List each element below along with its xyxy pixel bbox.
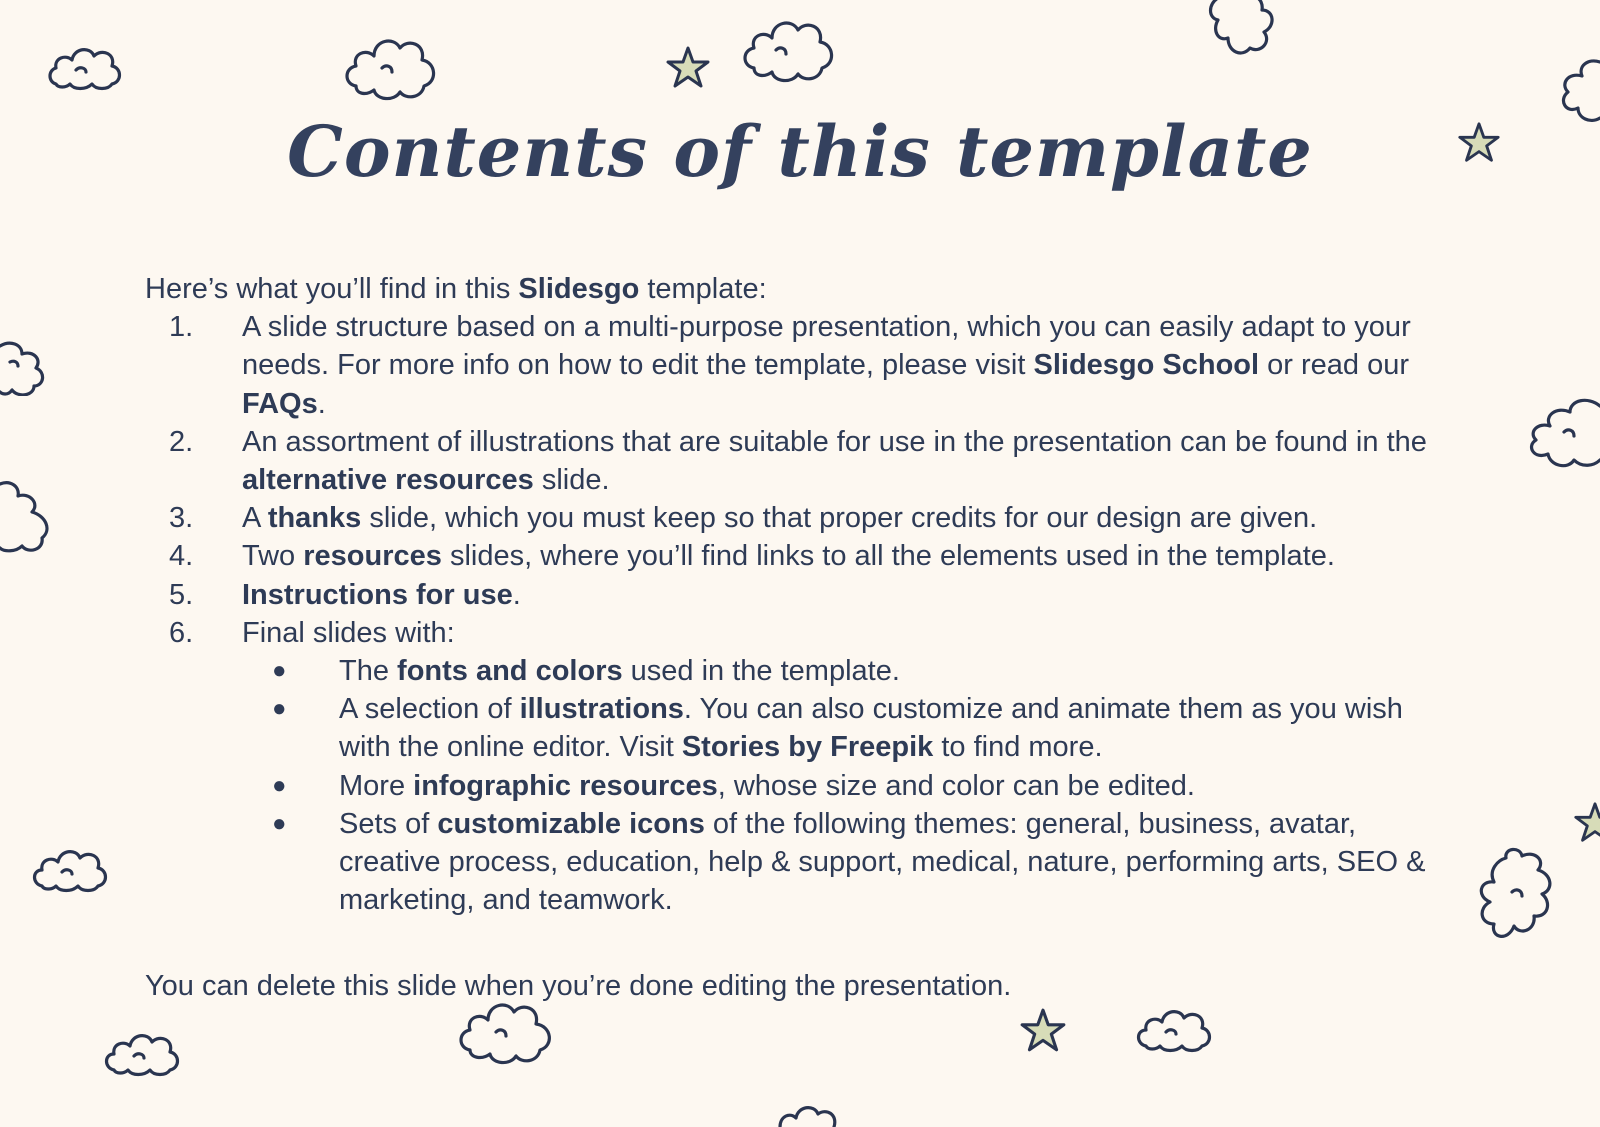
list-bold-text: Instructions for use (242, 578, 513, 611)
bullet-text: Sets of (339, 807, 438, 840)
list-number: 3. (169, 502, 194, 535)
list-item-2 (145, 423, 1445, 499)
bullet-text: used in the template. (622, 655, 900, 688)
star-icon (1572, 800, 1600, 846)
list-text: An assortment of illustrations that are suitable for use in the presentation can be found in the (242, 425, 1427, 458)
bullet-dot-icon: ● (272, 695, 287, 723)
stories-by-freepik-text: Stories by Freepik (681, 731, 934, 764)
outro-text: You can delete this slide when you’re done editing the presentation. (145, 970, 1012, 1002)
bullet-bold-text: fonts and colors (397, 655, 623, 688)
list-item-3 (145, 499, 1445, 537)
bullet-dot-icon: ● (272, 657, 287, 685)
list-text: A slide structure based on a multi-purpose presentation, which you can easily adapt to your needs. For more info on how to edit the template, please visit (242, 311, 1411, 382)
list-bold-text: thanks (267, 502, 362, 535)
list-text: or read our (1259, 349, 1409, 382)
list-item-6 (145, 614, 1445, 920)
intro-text-part: template: (639, 273, 767, 305)
intro-text (145, 270, 1445, 308)
bullet-text: to find more. (933, 731, 1103, 764)
cloud-icon (46, 40, 126, 92)
numbered-list (145, 308, 1445, 919)
bullet-item-fonts (242, 652, 1445, 690)
cloud-icon (1504, 396, 1600, 472)
cloud-icon (776, 1092, 842, 1127)
cloud-icon (102, 1024, 182, 1078)
list-number: 4. (169, 540, 194, 573)
cloud-icon (0, 480, 54, 554)
list-number: 2. (169, 425, 194, 458)
list-text: Two (242, 540, 304, 573)
list-item-4 (145, 537, 1445, 575)
intro-bold-text: Slidesgo (518, 273, 640, 305)
bullet-bold-text: infographic resources (413, 769, 718, 802)
bullet-text: A selection of (339, 693, 520, 726)
bullet-item-illustrations (242, 690, 1445, 766)
bullet-text: , whose size and color can be edited. (717, 769, 1195, 802)
cloud-icon (342, 30, 442, 102)
list-bold-text: resources (303, 540, 442, 573)
faqs-text: FAQs (242, 387, 318, 420)
list-text: A (242, 502, 268, 535)
list-text: . (317, 387, 326, 420)
bullet-text: More (339, 769, 414, 802)
bullet-dot-icon: ● (272, 771, 287, 799)
list-number: 6. (169, 616, 194, 649)
intro-text-part: Here’s what you’ll find in this (145, 273, 519, 305)
bullet-text: . You can also customize and animate them as you wish with the online editor. Visit (339, 693, 1403, 764)
bullet-text: The (339, 655, 398, 688)
cloud-icon (0, 340, 48, 396)
list-number: 5. (169, 578, 194, 611)
list-item-5 (145, 576, 1445, 614)
cloud-icon (740, 14, 840, 86)
list-text: slide, which you must keep so that proper credits for our design are given. (361, 502, 1318, 535)
cloud-icon (1134, 1000, 1214, 1054)
bullet-item-infographics (242, 767, 1445, 805)
bullet-dot-icon: ● (272, 809, 287, 837)
slide-title: Contents of this template (287, 110, 1313, 193)
list-text: Final slides with: (242, 616, 455, 649)
star-icon (664, 44, 712, 92)
bullet-list (145, 652, 1445, 919)
bullet-bold-text: illustrations (519, 693, 684, 726)
slide-content (145, 270, 1445, 919)
bullet-text: of the following themes: general, business, avatar, creative process, education, help & support, medical, nature, performing arts, SEO & marketing, and teamwork. (339, 807, 1426, 917)
bullet-item-icons (242, 805, 1445, 920)
slidesgo-school-text: Slidesgo School (1033, 349, 1260, 382)
cloud-icon (1476, 846, 1558, 946)
list-bold-text: alternative resources (242, 464, 534, 497)
list-number: 1. (169, 311, 194, 344)
cloud-icon (30, 840, 112, 894)
bullet-bold-text: customizable icons (437, 807, 705, 840)
list-text: slide. (533, 464, 610, 497)
cloud-icon (1198, 0, 1278, 68)
list-item-1 (145, 308, 1445, 423)
list-text: slides, where you’ll find links to all the elements used in the template. (441, 540, 1335, 573)
list-text: . (512, 578, 521, 611)
star-icon (1018, 1006, 1068, 1056)
